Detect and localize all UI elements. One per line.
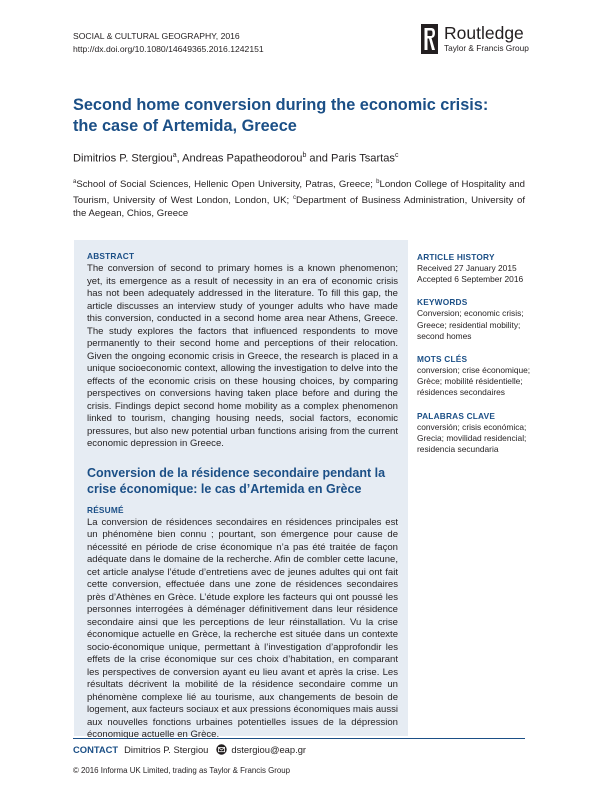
keywords: Conversion; economic crisis; Greece; residential mobility; second homes [417,308,524,341]
article-title: Second home conversion during the economic crisis: the case of Artemida, Greece [73,96,489,135]
journal-header [73,30,264,55]
author-affiliation-mark: b [302,152,307,159]
affiliation-text: Department of Business Administration, University of the Aegean, Chios, Greece [73,194,525,219]
mots-cles-heading: MOTS CLÉS [417,354,468,365]
article-sidebar [417,252,535,467]
author-separator: and [306,152,332,165]
abstract-heading: ABSTRACT [87,251,135,261]
doi-link[interactable]: http://dx.doi.org/10.1080/14649365.2016.1242151 [73,43,264,54]
resume-heading: RÉSUMÉ [87,504,124,515]
accepted-date: Accepted 6 September 2016 [417,274,524,285]
palabras-clave-heading: PALABRAS CLAVE [417,410,496,421]
affiliation-text: London College of Hospitality and Tourism, University of West London, London, UK; [73,179,525,206]
abstract-box [74,240,408,740]
publisher-subtitle: Taylor & Francis Group [444,43,529,53]
affiliations [73,176,525,220]
article-history [417,263,535,285]
mots-cles: conversion; crise économique; Grèce; mobilité résidentielle; résidences secondaires [417,365,531,398]
contact-label: CONTACT [73,744,119,755]
email-icon [216,744,227,755]
article-history-heading: ARTICLE HISTORY [417,252,495,262]
footer-divider [73,738,525,739]
affiliation-mark: c [292,194,296,201]
affiliation-text: School of Social Sciences, Hellenic Open University, Patras, Greece; [76,179,377,191]
author-name: Paris Tsartas [331,152,395,165]
publisher-brand [421,24,529,54]
contact-line [73,744,306,755]
journal-name: SOCIAL & CULTURAL GEOGRAPHY, 2016 [73,31,240,41]
author-affiliation-mark: c [394,152,399,159]
contact-name: Dimitrios P. Stergiou [124,744,209,755]
routledge-logo-icon [421,24,438,54]
affiliation-mark: b [376,179,380,185]
keywords-heading: KEYWORDS [417,297,468,308]
copyright-notice: © 2016 Informa UK Limited, trading as Taylor & Francis Group [73,766,291,775]
palabras-clave: conversión; crisis económica; Grecia; movilidad residencial; residencia secundaria [417,421,527,455]
affiliation-mark: a [73,179,77,185]
resume-text: La conversion de résidences secondaires en résidences principales est un phénomène bien connu ; pourtant, son émergence pour cause de nécessité en période de crise économique n’a pas été traitée de façon adéquate dans le domaine de la recherche. Afin de combler cette lacune, cet article analyse l’étude d’entretiens avec de jeunes adultes qui ont fait cette conversion, effectuée dans une zone de résidences secondaires près d’Athènes en Grèce. L’étude explore les facteurs qui ont poussé les personnes interrogées à déménager définitivement dans leur résidence secondaire ainsi que les perceptions de leur réinstallation. Vu la crise économique actuelle en Grèce, la recherche est située dans un contexte socio-économique unique, permettant à l’investigation d’approfondir les effets de la crise économique sur ces choix d’habitation, en comparant les perspectives de conversion ayant eu lieu avant et après la crise. Les résultats décrivent la mobilité de la résidence secondaire comme un phénomène complexe lié au tourisme, aux changements de besoin de logement, aux facteurs sociaux et aux pressions économiques mais aussi aux nouvelles fonctions urbaines potentielles issues de la dépression économique actuelle en Grèce. [87,516,398,740]
contact-email[interactable]: dstergiou@eap.gr [231,744,307,755]
abstract-text: The conversion of second to primary homes is a known phenomenon; yet, its emergence as a result of necessity in an era of economic crisis has not been adequately addressed in the literature. To fill this gap, the article discusses an interview study of younger adults who have made this conversion, conducted in a second home area near Athens, Greece. The study explores the factors that influenced respondents to move permanently to their second home and perceptions of their relocation. Given the ongoing economic crisis in Greece, the research is placed in a unique socioeconomic context, allowing the investigation to delve into the effects of the economic crisis on these housing choices, by comparing perspectives on conversions having taken place before and during the crisis. Findings depict second home mobility as a complex phenomenon linked to tourism, changing housing needs, social factors, economic pressures, but also new potential urban functions arising from the current economic depression in Greece. [87,263,398,449]
author-name: Andreas Papatheodorou [182,152,303,165]
author-separator: , [176,152,183,165]
author-affiliation-mark: a [172,152,177,159]
received-date: Received 27 January 2015 [417,263,517,273]
author-list [73,152,398,165]
publisher-name: Routledge [444,23,524,43]
french-title: Conversion de la résidence secondaire pendant la crise économique: le cas d’Artemida en Grèce [87,465,386,496]
author-name: Dimitrios P. Stergiou [73,152,173,165]
